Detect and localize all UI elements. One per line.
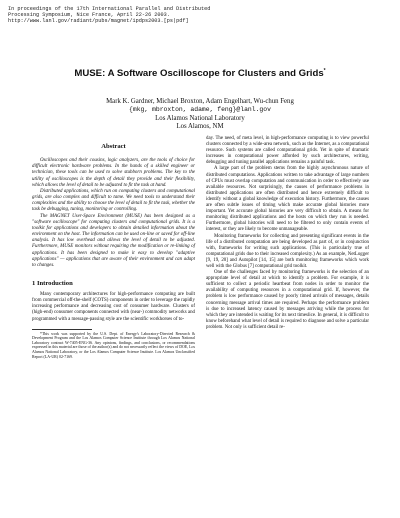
body-paragraph: Monitoring frameworks for collecting and presenting significant events in the life of a distributed computation are being developed as part of, or in conjunction with, frameworks for writing such applications. (This is particularly true of computational grids due to their increased complexity.) As an example, NetLogger [9, 19, 20] and Autopilot [14, 15] are both monitoring frameworks which work well with the Globus [7] computational grid toolkit. xyxy=(206,233,369,269)
header-line: In proceedings of the 17th International Parallel and Distributed xyxy=(8,6,211,12)
body-paragraph: A large part of the problem stems from the highly asynchronous nature of distributed computations. Applications written to take advantage of large numbers of CPUs must overlap computation and communication in order to effectively use available resources. Not surprisingly, the causes of performance problems in distributed applications are often distributed and hence extremely difficult to identify without a global knowledge of execution history. Furthermore, the causes are often subtle issues of timing which make accurate global histories more important. Yet accurate global histories are very difficult to obtain. A means for monitoring distributed applications and the hosts on which they run is needed. Furthermore, global histories will need to be filtered to only contain events of interest, or they are likely to become unmanageable. xyxy=(206,166,369,233)
abstract-paragraph: Distributed applications, which run on computing clusters and computational grids, are also complex and difficult to tame. We need tools to understand their complexities and the ability to choose the level of detail to fit the task, whether the task be debugging, tuning, monitoring or controlling. xyxy=(32,188,195,213)
body-paragraph: day. The need, of meta level, in high-performance computing is to view powerful clusters connected by a wide-area network, such as the Internet, as a computational resource. Such systems are called computational grids. Yet in spite of dramatic increases in computational power afforded by such architectures, writing, debugging and tuning parallel applications remains a painful task. xyxy=(206,136,369,166)
author-names: Mark K. Gardner, Michael Broxton, Adam Engelhart, Wu-chun Feng xyxy=(106,98,294,105)
header-line: Processing Symposium, Nice France, April 22-26 2003. xyxy=(8,12,170,19)
title-footnote-mark: * xyxy=(323,68,326,74)
abstract-body xyxy=(32,158,195,269)
footnote: *This work was supported by the U.S. Dept. of Energy's Laboratory-Directed Research & Development Program and the Los Alamos Computer Science Institute through Los Alamos National Laboratory contract W-7405-ENG-36. Any opinions, findings, and conclusions, or recommendations expressed in this material are those of the author(s) and do not necessarily reflect the views of DOE, Los Alamos National Laboratory, or the Los Alamos Computer Science Institute. Los Alamos Unclassified Report (LA-UR) 02-7169. xyxy=(32,331,195,359)
abstract-paragraph: Oscilloscopes and their cousins, logic analyzers, are the tools of choice for difficult electronic hardware problems. In the hands of a skilled engineer or technician, these tools can be used to solve stubborn problems. The key to the utility of oscilloscopes is the depth of detail they provide and their flexibility, which allows the level of detail to be adjusted to fit the task at hand. xyxy=(32,158,195,188)
abstract-paragraph: The MAGNET User-Space Environment (MUSE) has been designed as a "software oscilloscope" for computing clusters and computational grids. It is a toolkit for applications and developers to obtain detailed information about the environment on the host. The information can be used on-line or saved for off-line analysis. It has low overhead and allows the level of detail to be adjusted. Furthermore, MUSE monitors without requiring the modification or re-linking of applications. It has been designed to make it easy to develop "adaptive applications" — applications that are aware of their environment and can adapt to changes. xyxy=(32,213,195,268)
proceedings-header xyxy=(8,6,211,25)
paper-title xyxy=(0,68,400,79)
author-emails: {mkg, mbroxton, adame, feng}@lanl.gov xyxy=(129,106,271,114)
header-url: http://www.lanl.gov/radiant/pubs/magnet/ipdps2003.[ps|pdf] xyxy=(8,18,189,25)
body-paragraph: One of the challenges faced by monitoring frameworks is the selection of an appropriate level of detail at which to identify a problem. For example, it is sufficient to collect a periodic heartbeat from nodes in order to monitor the availability of computing resources in a computational grid. If, however, the problem is low performance caused by poorly timed arrivals of messages, details concerning message arrival times are required. Perhaps the performance problem is due to increased latency caused by messages arriving while the process for which they are intended is waiting for its next timeslice. In general, it is difficult to know beforehand what level of detail is required to diagnose and solve a particular problem. Not only is sufficient detail re- xyxy=(206,270,369,330)
left-column xyxy=(32,140,195,359)
section-heading-introduction: 1 Introduction xyxy=(32,279,73,287)
author-block xyxy=(0,98,400,132)
right-column xyxy=(206,136,369,331)
author-location: Los Alamos, NM xyxy=(176,123,224,131)
title-text: MUSE: A Software Oscilloscope for Clusters and Grids xyxy=(74,68,324,80)
footnote-divider xyxy=(32,329,92,330)
introduction-paragraph: Many contemporary architectures for high-performance computing are built from commercial off-the-shelf (COTS) components in order to leverage the rapidly increasing performance and decreasing cost of consumer hardware. Clusters of (high-end) consumer components connected with (near-) commodity networks and programmed with a message-passing style are the scientific workhorses of to- xyxy=(32,292,195,322)
abstract-heading: Abstract xyxy=(101,143,126,150)
author-affiliation: Los Alamos National Laboratory xyxy=(155,114,245,122)
